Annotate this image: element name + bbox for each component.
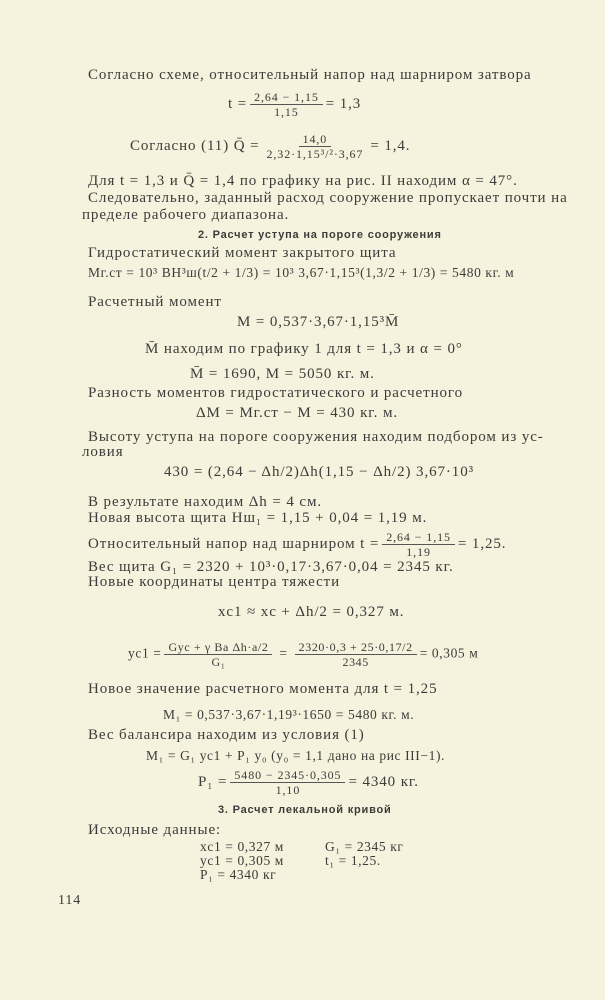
numerator: 2320·0,3 + 25·0,17/2 <box>295 640 417 655</box>
text-line: Разность моментов гидростатического и расчетного <box>88 385 463 401</box>
text-line: Расчетный момент <box>88 294 222 310</box>
denominator: 2,32·1,15³/²·3,67 <box>266 147 364 161</box>
formula-t <box>228 90 361 119</box>
formula-balance: M₁ = G₁ yc1 + P₁ y₀ (y₀ = 1,1 дано на рис III−1). <box>146 748 446 763</box>
fraction <box>295 640 417 669</box>
text-line: Согласно схеме, относительный напор над шарниром затвора <box>88 67 532 83</box>
text-line: Гидростатический момент закрытого щита <box>88 245 397 261</box>
text-line: пределе рабочего диапазона. <box>82 207 290 223</box>
denominator: G₁ <box>211 655 226 669</box>
formula-m-gst: Mг.ст = 10³ BH³ш(t/2 + 1/3) = 10³ 3,67·1,15³(1,3/2 + 1/3) = 5480 кг. м <box>88 265 515 280</box>
denominator: 1,10 <box>275 783 301 797</box>
fraction <box>164 640 272 669</box>
data-yc1: yc1 = 0,305 м <box>200 853 284 868</box>
formula-t-new <box>88 530 506 559</box>
text-line: Вес щита G₁ = 2320 + 10³·0,17·3,67·0,04 = 2345 кг. <box>88 559 454 575</box>
fraction <box>382 530 455 559</box>
data-t1: t₁ = 1,25. <box>325 853 381 868</box>
formula-m-values: M̄ = 1690, M = 5050 кг. м. <box>190 366 375 382</box>
page-number: 114 <box>58 893 82 908</box>
text-line: Для t = 1,3 и Q̄ = 1,4 по графику на рис. II находим α = 47°. <box>88 173 518 189</box>
formula-m-bar: M̄ находим по графику 1 для t = 1,3 и α = 0° <box>145 341 463 357</box>
formula-delta-m: ΔM = Mг.ст − M = 430 кг. м. <box>196 405 399 421</box>
formula-q <box>130 132 410 161</box>
formula-lhs: t = <box>228 95 248 112</box>
fraction <box>250 90 323 119</box>
text-line: Высоту уступа на пороге сооружения находим подбором из ус- <box>88 429 544 445</box>
formula-lhs: Относительный напор над шарниром t = <box>88 535 380 552</box>
text-line: В результате находим Δh = 4 см. <box>88 494 323 510</box>
formula-rhs: = 1,3 <box>325 95 362 112</box>
formula-rhs: = 4340 кг. <box>348 773 419 790</box>
formula-m1: M₁ = 0,537·3,67·1,19³·1650 = 5480 кг. м. <box>163 707 415 722</box>
text-line: Вес балансира находим из условия (1) <box>88 727 365 743</box>
data-p1: P₁ = 4340 кг <box>200 867 277 882</box>
formula-lhs: P₁ = <box>198 773 228 790</box>
text-line: Исходные данные: <box>88 822 222 838</box>
numerator: 14,0 <box>299 132 332 147</box>
text-line: Новые координаты центра тяжести <box>88 574 341 590</box>
denominator: 1,15 <box>274 105 299 119</box>
denominator: 2345 <box>342 655 369 669</box>
section-heading-2: 2. Расчет уступа на пороге сооружения <box>198 229 442 241</box>
fraction <box>263 132 368 161</box>
numerator: 2,64 − 1,15 <box>382 530 455 545</box>
formula-lhs: yc1 = <box>128 645 162 661</box>
formula-rhs: = 1,25. <box>457 535 507 552</box>
formula-p1 <box>198 768 419 797</box>
formula-m: M = 0,537·3,67·1,15³M̄ <box>237 314 400 330</box>
formula-rhs: = 1,4. <box>370 137 411 154</box>
data-g1: G₁ = 2345 кг <box>325 839 404 854</box>
formula-yc1: yc1 = $\frac{\text{Gyc + γ Ba Δh·a/2}}{\text{G₁}}$ = $\frac{2320\cdot 0,3 + 25\cdot 0,17/2}{2345}$ = 0,305 м <box>128 640 479 669</box>
numerator: 2,64 − 1,15 <box>250 90 323 105</box>
fraction <box>230 768 345 797</box>
formula-lhs: Согласно (11) Q̄ = <box>130 137 260 154</box>
formula-rhs: = 0,305 м <box>419 645 479 661</box>
text-line: Новое значение расчетного момента для t = 1,25 <box>88 681 438 697</box>
formula-430: 430 = (2,64 − Δh/2)Δh(1,15 − Δh/2) 3,67·10³ <box>164 464 474 480</box>
denominator: 1,19 <box>406 545 431 559</box>
data-xc1: xc1 = 0,327 м <box>200 839 284 854</box>
section-heading-3: 3. Расчет лекальной кривой <box>218 804 392 816</box>
text-line: Новая высота щита Hш₁ = 1,15 + 0,04 = 1,19 м. <box>88 510 428 526</box>
numerator: Gyc + γ Ba Δh·a/2 <box>164 640 272 655</box>
text-line: Следовательно, заданный расход сооружение пропускает почти на <box>88 190 568 206</box>
formula-xc1: xc1 ≈ xc + Δh/2 = 0,327 м. <box>218 604 405 620</box>
numerator: 5480 − 2345·0,305 <box>230 768 345 783</box>
text-line: ловия <box>82 444 124 460</box>
